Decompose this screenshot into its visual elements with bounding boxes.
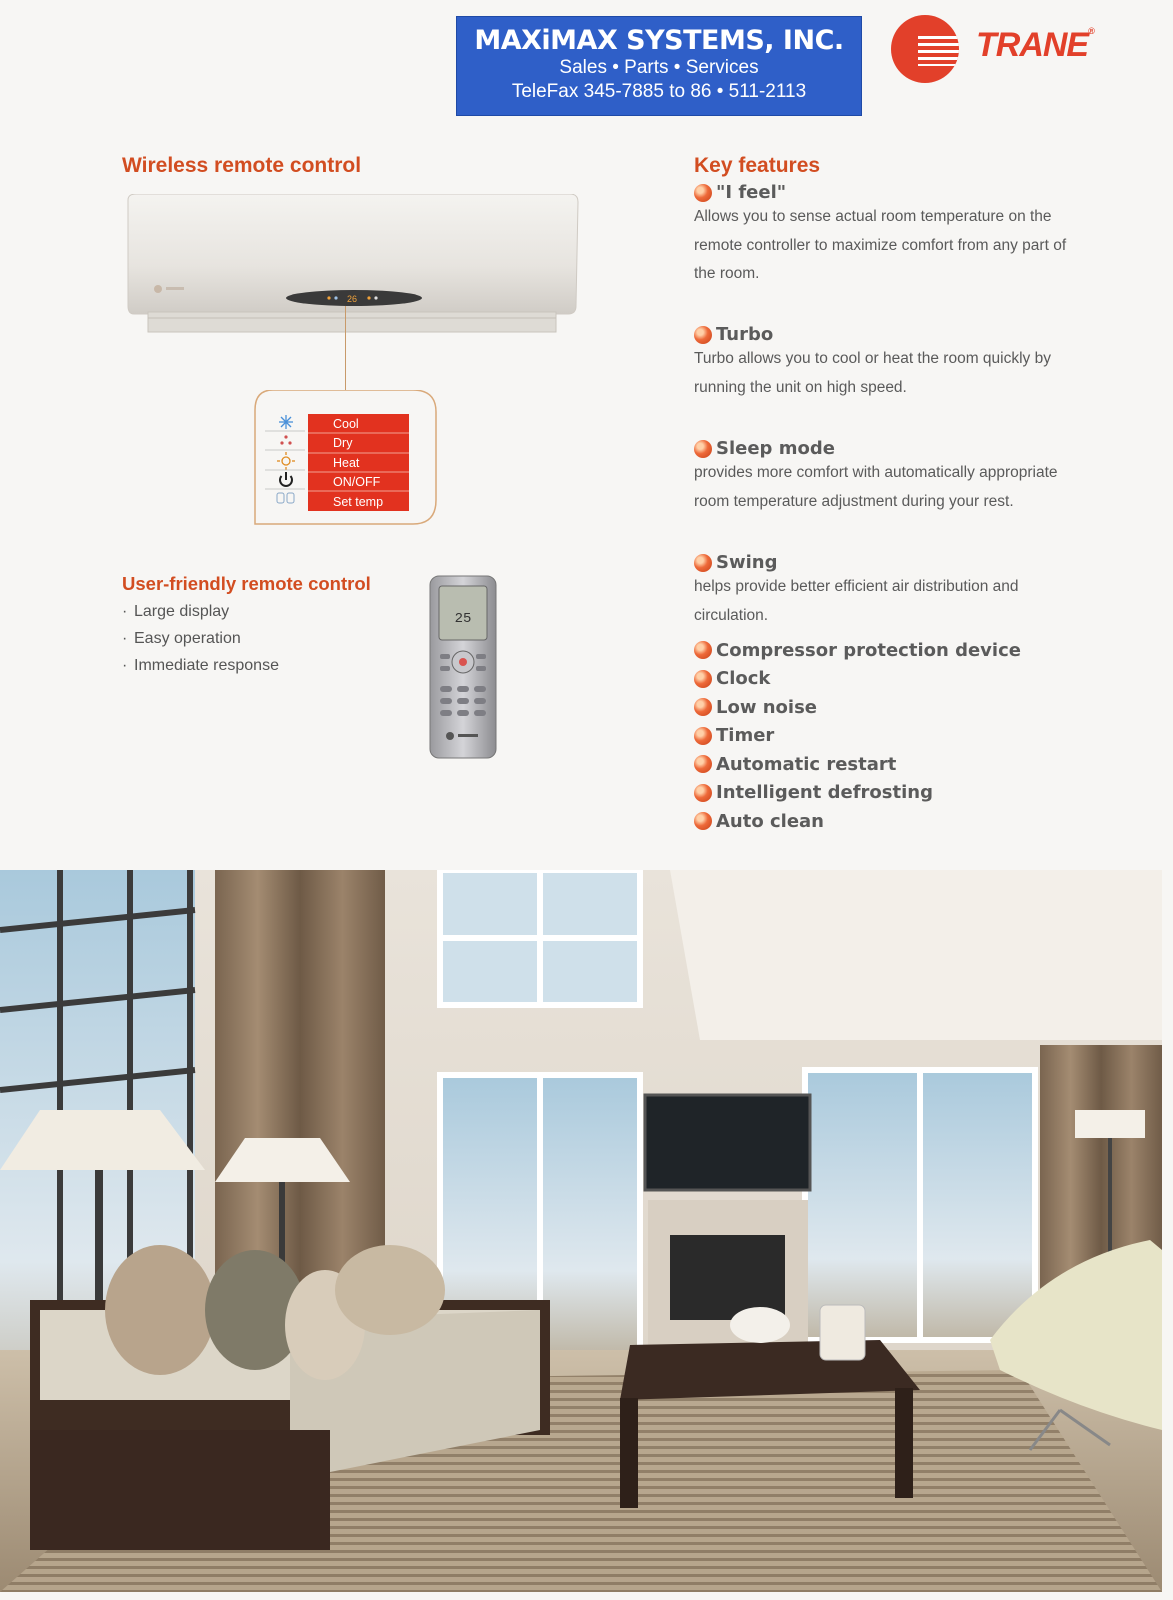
feature-bullet-icon (694, 554, 712, 572)
feature-bullet-icon (694, 698, 712, 716)
feature-clock: Clock (694, 665, 1021, 694)
feature-bullet-icon (694, 755, 712, 773)
feature-desc: Allows you to sense actual room temperature on the remote controller to maximize comfort from any part of the room. (694, 208, 1067, 282)
trane-logo-icon (890, 14, 960, 84)
mode-settemp-label: Set temp (333, 495, 384, 509)
segment-display-icon (277, 493, 294, 503)
wireless-title: Wireless remote control (122, 154, 362, 177)
dealer-contact: TeleFax 345-7885 to 86 • 511-2113 (511, 81, 807, 102)
mode-dry-label: Dry (333, 436, 353, 450)
feature-automatic-restart: Automatic restart (694, 750, 1021, 779)
dealer-name: MAXiMAX SYSTEMS, INC. (474, 25, 844, 56)
mode-cool-label: Cool (333, 417, 359, 431)
feature-intelligent-defrosting: Intelligent defrosting (694, 779, 1021, 808)
feature-low-noise: Low noise (694, 693, 1021, 722)
connector-line (345, 306, 346, 390)
dealer-tagline: Sales • Parts • Services (559, 57, 759, 78)
feature-bullet-icon (694, 326, 712, 344)
mode-onoff-label: ON/OFF (333, 475, 381, 489)
dealer-banner (456, 16, 862, 116)
feature-bullet-icon (694, 670, 712, 688)
power-icon (280, 472, 292, 486)
feature-list-short (694, 636, 1021, 836)
feature-bullet-icon (694, 812, 712, 830)
feature-bullet-icon (694, 641, 712, 659)
feature-desc: provides more comfort with automatically appropriate room temperature adjustment during your rest. (694, 464, 1058, 510)
feature-auto-clean: Auto clean (694, 807, 1021, 836)
feature-bullet-icon (694, 440, 712, 458)
mode-panel (253, 390, 438, 526)
list-item: · Easy operation (122, 630, 241, 647)
list-item: · Large display (122, 603, 230, 620)
feature-desc: helps provide better efficient air distribution and circulation. (694, 578, 1019, 624)
feature-i-feel: "I feel" Allows you to sense actual room temperature on the remote controller to maximize comfort from any part of the room. (694, 182, 1074, 289)
brand-name: TRANE® (976, 26, 1094, 64)
user-friendly-list (122, 598, 279, 679)
remote-control-image (428, 574, 498, 760)
feature-bullet-icon (694, 184, 712, 202)
remote-display-value: 25 (454, 611, 472, 627)
feature-turbo: Turbo Turbo allows you to cool or heat the room quickly by running the unit on high speed. (694, 324, 1074, 402)
dry-drops-icon (280, 435, 291, 444)
air-conditioner-image (124, 194, 579, 338)
snowflake-icon (279, 415, 293, 429)
user-friendly-title: User-friendly remote control (122, 573, 371, 594)
sun-icon (277, 452, 295, 470)
mode-heat-label: Heat (333, 456, 360, 470)
feature-desc: Turbo allows you to cool or heat the room quickly by running the unit on high speed. (694, 350, 1051, 396)
feature-sleep-mode: Sleep mode provides more comfort with automatically appropriate room temperature adjustment during your rest. (694, 438, 1074, 516)
feature-timer: Timer (694, 722, 1021, 751)
feature-swing: Swing helps provide better efficient air distribution and circulation. (694, 552, 1074, 630)
feature-bullet-icon (694, 784, 712, 802)
key-features-title: Key features (694, 154, 821, 177)
list-item: · Immediate response (122, 657, 279, 674)
feature-compressor-protection: Compressor protection device (694, 636, 1021, 665)
feature-bullet-icon (694, 727, 712, 745)
living-room-photo (0, 870, 1162, 1592)
ac-display-value: 26 (346, 294, 358, 304)
